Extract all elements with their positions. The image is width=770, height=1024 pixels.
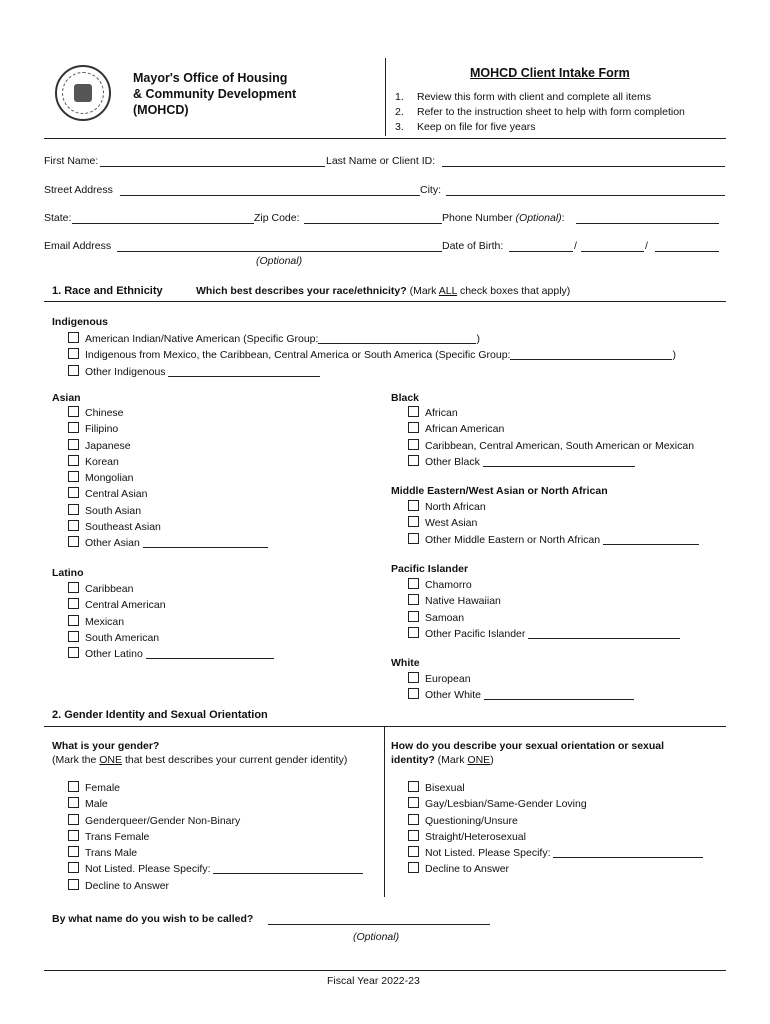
phone-label: Phone Number (Optional): xyxy=(442,212,565,224)
gender-question: What is your gender? xyxy=(52,740,160,752)
list-item[interactable]: Chinese xyxy=(68,405,268,421)
instruction-item: 3. Keep on file for five years xyxy=(395,121,536,133)
list-item[interactable]: Native Hawaiian xyxy=(408,593,680,609)
checkbox[interactable] xyxy=(408,814,419,825)
list-item[interactable]: European xyxy=(408,671,634,687)
section-2-rule xyxy=(44,726,726,727)
instruction-item: 1. Review this form with client and complete all items xyxy=(395,91,652,103)
street-label: Street Address xyxy=(44,184,113,196)
other-field[interactable] xyxy=(528,628,680,639)
list-item[interactable]: Trans Female xyxy=(68,829,363,845)
other-field[interactable] xyxy=(483,456,635,467)
section-1-title: 1. Race and Ethnicity xyxy=(52,285,163,297)
group-black-title: Black xyxy=(391,392,420,404)
checkbox[interactable] xyxy=(68,365,79,376)
list-item[interactable]: Female xyxy=(68,780,363,796)
email-optional-note: (Optional) xyxy=(256,255,303,267)
orientation-options xyxy=(408,780,703,878)
last-name-label: Last Name or Client ID: xyxy=(326,155,436,167)
section-2-title: 2. Gender Identity and Sexual Orientation xyxy=(52,709,268,721)
dob-sep: / xyxy=(574,240,577,252)
list-item[interactable]: Male xyxy=(68,796,363,812)
list-item[interactable]: American Indian/Native American (Specific Group: ) xyxy=(68,331,676,347)
list-item[interactable]: Bisexual xyxy=(408,780,703,796)
org-line-3: (MOHCD) xyxy=(133,103,189,117)
checkbox[interactable] xyxy=(68,781,79,792)
list-item[interactable]: Central Asian xyxy=(68,486,268,502)
list-item[interactable]: Not Listed. Please Specify: xyxy=(408,845,703,861)
checkbox[interactable] xyxy=(68,862,79,873)
orientation-hint: identity? (Mark ONE) xyxy=(391,754,494,766)
list-item[interactable]: Mongolian xyxy=(68,470,268,486)
email-label: Email Address xyxy=(44,240,112,252)
email-field[interactable] xyxy=(117,241,442,252)
preferred-name-field[interactable] xyxy=(268,914,490,925)
zip-label: Zip Code: xyxy=(254,212,300,224)
checkbox[interactable] xyxy=(68,332,79,343)
list-item[interactable]: Questioning/Unsure xyxy=(408,813,703,829)
section-2-divider xyxy=(384,727,385,897)
list-item[interactable]: African xyxy=(408,405,694,421)
group-asian-title: Asian xyxy=(52,392,81,404)
org-name xyxy=(133,70,296,118)
list-item[interactable]: Caribbean, Central American, South American or Mexican xyxy=(408,438,694,454)
checkbox[interactable] xyxy=(68,422,79,433)
last-name-field[interactable] xyxy=(442,156,725,167)
group-latino-title: Latino xyxy=(52,567,84,579)
list-item[interactable]: Not Listed. Please Specify: xyxy=(68,861,363,877)
checkbox[interactable] xyxy=(408,594,419,605)
list-item[interactable]: Other Middle Eastern or North African xyxy=(408,532,699,548)
gender-options xyxy=(68,780,363,894)
first-name-field[interactable] xyxy=(100,156,325,167)
state-field[interactable] xyxy=(72,213,254,224)
list-item[interactable]: Other Latino xyxy=(68,646,274,662)
list-item[interactable]: Decline to Answer xyxy=(68,878,363,894)
dob-day-field[interactable] xyxy=(581,241,644,252)
checkbox[interactable] xyxy=(408,533,419,544)
checkbox[interactable] xyxy=(408,611,419,622)
instruction-item: 2. Refer to the instruction sheet to help with form completion xyxy=(395,106,685,118)
list-item[interactable]: Chamorro xyxy=(408,577,680,593)
checkbox[interactable] xyxy=(408,516,419,527)
list-item[interactable]: South Asian xyxy=(68,503,268,519)
state-label: State: xyxy=(44,212,72,224)
group-black xyxy=(408,405,694,470)
checkbox[interactable] xyxy=(408,439,419,450)
checkbox[interactable] xyxy=(68,814,79,825)
list-item[interactable]: Gay/Lesbian/Same-Gender Loving xyxy=(408,796,703,812)
section-1-question: Which best describes your race/ethnicity? (Mark ALL check boxes that apply) xyxy=(196,285,571,297)
footer-rule xyxy=(44,970,726,971)
checkbox[interactable] xyxy=(408,627,419,638)
checkbox[interactable] xyxy=(408,422,419,433)
list-item[interactable]: Indigenous from Mexico, the Caribbean, Central America or South America (Specific Group: ) xyxy=(68,347,676,363)
gender-hint: (Mark the ONE that best describes your current gender identity) xyxy=(52,754,348,766)
group-indigenous xyxy=(68,331,676,380)
list-item[interactable]: Filipino xyxy=(68,421,268,437)
list-item[interactable]: Other Indigenous xyxy=(68,364,676,380)
checkbox[interactable] xyxy=(408,781,419,792)
checkbox[interactable] xyxy=(68,471,79,482)
checkbox[interactable] xyxy=(408,455,419,466)
list-item[interactable]: Caribbean xyxy=(68,581,274,597)
dob-year-field[interactable] xyxy=(655,241,719,252)
first-name-label: First Name: xyxy=(44,155,99,167)
header-divider xyxy=(385,58,386,136)
checkbox[interactable] xyxy=(68,647,79,658)
city-field[interactable] xyxy=(446,185,725,196)
list-item[interactable]: Trans Male xyxy=(68,845,363,861)
list-item[interactable]: Genderqueer/Gender Non-Binary xyxy=(68,813,363,829)
checkbox[interactable] xyxy=(68,504,79,515)
group-mena-title: Middle Eastern/West Asian or North African xyxy=(391,485,608,497)
checkbox[interactable] xyxy=(68,879,79,890)
specify-field[interactable] xyxy=(213,863,363,874)
other-field[interactable] xyxy=(603,534,699,545)
list-item[interactable]: Straight/Heterosexual xyxy=(408,829,703,845)
checkbox[interactable] xyxy=(68,487,79,498)
checkbox[interactable] xyxy=(68,582,79,593)
org-line-2: & Community Development xyxy=(133,87,297,101)
list-item[interactable]: Samoan xyxy=(408,610,680,626)
group-mena xyxy=(408,499,699,548)
checkbox[interactable] xyxy=(68,520,79,531)
other-field[interactable] xyxy=(143,537,268,548)
list-item[interactable]: South American xyxy=(68,630,274,646)
group-white xyxy=(408,671,634,704)
checkbox[interactable] xyxy=(408,830,419,841)
list-item[interactable]: African American xyxy=(408,421,694,437)
checkbox[interactable] xyxy=(408,862,419,873)
header-rule xyxy=(44,138,726,139)
group-latino xyxy=(68,581,274,662)
dob-month-field[interactable] xyxy=(509,241,573,252)
checkbox[interactable] xyxy=(68,439,79,450)
preferred-name-optional: (Optional) xyxy=(353,931,400,943)
list-item[interactable]: Decline to Answer xyxy=(408,861,703,877)
section-1-rule xyxy=(44,301,726,302)
phone-field[interactable] xyxy=(576,213,719,224)
checkbox[interactable] xyxy=(408,406,419,417)
group-pacific xyxy=(408,577,680,642)
checkbox[interactable] xyxy=(68,455,79,466)
footer-fiscal-year: Fiscal Year 2022-23 xyxy=(327,975,420,987)
specify-field[interactable] xyxy=(553,847,703,858)
other-field[interactable] xyxy=(168,366,320,377)
group-indigenous-title: Indigenous xyxy=(52,316,108,328)
instructions-list xyxy=(395,90,685,135)
group-asian xyxy=(68,405,268,552)
list-item[interactable]: West Asian xyxy=(408,515,699,531)
list-item[interactable]: Japanese xyxy=(68,438,268,454)
list-item[interactable]: Korean xyxy=(68,454,268,470)
checkbox[interactable] xyxy=(68,406,79,417)
checkbox[interactable] xyxy=(408,500,419,511)
city-seal-icon xyxy=(55,65,111,121)
checkbox[interactable] xyxy=(408,797,419,808)
list-item[interactable]: Other Black xyxy=(408,454,694,470)
street-field[interactable] xyxy=(120,185,420,196)
list-item[interactable]: North African xyxy=(408,499,699,515)
dob-label: Date of Birth: xyxy=(442,240,504,252)
group-white-title: White xyxy=(391,657,420,669)
group-pacific-title: Pacific Islander xyxy=(391,563,469,575)
orientation-question: How do you describe your sexual orientation or sexual xyxy=(391,740,665,752)
list-item[interactable]: Southeast Asian xyxy=(68,519,268,535)
checkbox[interactable] xyxy=(408,846,419,857)
other-field[interactable] xyxy=(484,689,634,700)
list-item[interactable]: Other Asian xyxy=(68,535,268,551)
list-item[interactable]: Other Pacific Islander xyxy=(408,626,680,642)
preferred-name-label: By what name do you wish to be called? xyxy=(52,913,254,925)
list-item[interactable]: Central American xyxy=(68,597,274,613)
zip-field[interactable] xyxy=(304,213,442,224)
list-item[interactable]: Other White xyxy=(408,687,634,703)
checkbox[interactable] xyxy=(68,846,79,857)
checkbox[interactable] xyxy=(68,830,79,841)
other-field[interactable] xyxy=(146,648,274,659)
checkbox[interactable] xyxy=(68,536,79,547)
checkbox[interactable] xyxy=(68,598,79,609)
list-item[interactable]: Mexican xyxy=(68,614,274,630)
checkbox[interactable] xyxy=(408,688,419,699)
checkbox[interactable] xyxy=(408,578,419,589)
checkbox[interactable] xyxy=(68,615,79,626)
dob-sep: / xyxy=(645,240,648,252)
form-title: MOHCD Client Intake Form xyxy=(470,66,630,80)
checkbox[interactable] xyxy=(408,672,419,683)
specific-group-field[interactable] xyxy=(318,333,476,344)
checkbox[interactable] xyxy=(68,348,79,359)
city-label: City: xyxy=(420,184,441,196)
specific-group-field[interactable] xyxy=(510,349,672,360)
org-line-1: Mayor's Office of Housing xyxy=(133,71,288,85)
checkbox[interactable] xyxy=(68,631,79,642)
checkbox[interactable] xyxy=(68,797,79,808)
